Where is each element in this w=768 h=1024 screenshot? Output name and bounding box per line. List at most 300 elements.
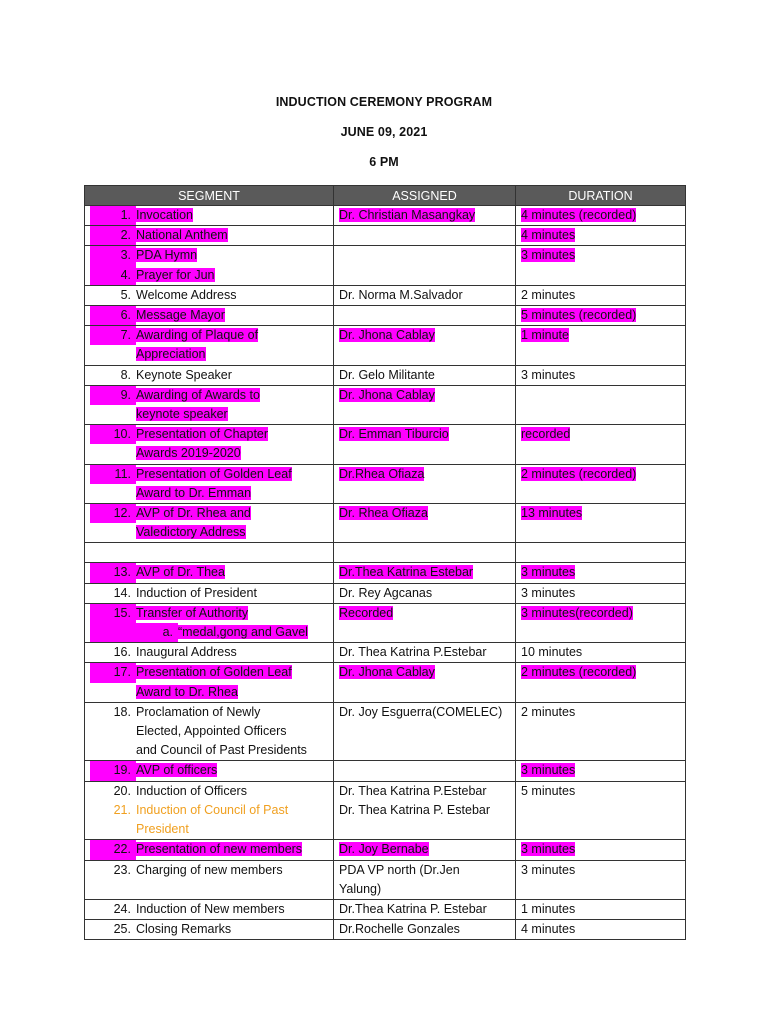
- assigned-line: [339, 326, 515, 345]
- segment-title-wrap: [136, 366, 333, 385]
- segment-title-wrap: [136, 206, 333, 225]
- assigned-name: Dr. Thea Katrina P.Estebar: [339, 783, 487, 798]
- segment-cell: [85, 425, 334, 464]
- assigned-cell: [334, 246, 516, 285]
- segment-title: President: [136, 822, 189, 837]
- assigned-line: [339, 286, 515, 305]
- assigned-name: Dr.Rhea Ofiaza: [339, 466, 425, 481]
- segment-title: Elected, Appointed Officers: [136, 724, 287, 739]
- assigned-cell: [334, 226, 516, 246]
- duration-value: 3 minutes: [521, 842, 576, 857]
- segment-title-wrap: [136, 643, 333, 662]
- duration-value: 2 minutes (recorded): [521, 466, 637, 481]
- segment-title: Awarding of Awards to: [136, 387, 260, 402]
- duration-line: [521, 226, 685, 245]
- assigned-line: [339, 861, 515, 880]
- segment-title: Charging of new members: [136, 862, 283, 877]
- segment-line: [90, 643, 333, 662]
- segment-line: [90, 425, 333, 444]
- assigned-name: Dr. Emman Tiburcio: [339, 427, 449, 442]
- duration-line: [521, 920, 685, 939]
- segment-line: [90, 782, 333, 801]
- duration-value: 2 minutes: [521, 287, 576, 302]
- item-number: [90, 722, 136, 741]
- segment-title: Awards 2019-2020: [136, 446, 241, 461]
- duration-cell: [516, 643, 686, 663]
- assigned-name: Dr. Joy Bernabe: [339, 842, 429, 857]
- table-row: [85, 365, 686, 385]
- duration-line: [521, 563, 685, 582]
- segment-title: Award to Dr. Rhea: [136, 684, 238, 699]
- item-number: 24.: [113, 901, 131, 916]
- segment-title-wrap: [136, 840, 333, 859]
- segment-title: Welcome Address: [136, 287, 237, 302]
- segment-line: [90, 465, 333, 484]
- duration-cell: [516, 603, 686, 642]
- segment-line: [90, 345, 333, 364]
- segment-cell: [85, 761, 334, 781]
- segment-title: Prayer for Jun: [136, 267, 215, 282]
- segment-line: [90, 405, 333, 424]
- assigned-line: [339, 563, 515, 582]
- segment-cell: [85, 840, 334, 860]
- table-row: [85, 306, 686, 326]
- table-row: [85, 285, 686, 305]
- item-number: 15.: [90, 604, 136, 623]
- duration-cell: [516, 385, 686, 424]
- segment-title: “medal,gong and Gavel: [178, 625, 308, 640]
- segment-line: [90, 820, 333, 839]
- duration-line: [521, 584, 685, 603]
- duration-line: [521, 782, 685, 801]
- segment-cell: [85, 899, 334, 919]
- duration-cell: [516, 781, 686, 840]
- assigned-cell: [334, 583, 516, 603]
- table-header-row: [85, 186, 686, 206]
- duration-cell: [516, 702, 686, 761]
- duration-line: [521, 366, 685, 385]
- duration-value: 3 minutes: [521, 862, 576, 877]
- assigned-name: Dr. Jhona Cablay: [339, 665, 435, 680]
- assigned-name: Recorded: [339, 605, 394, 620]
- duration-line: [521, 663, 685, 682]
- segment-line: [90, 286, 333, 305]
- item-number: 6.: [90, 306, 136, 325]
- segment-line: [90, 741, 333, 760]
- item-number: [90, 820, 136, 839]
- segment-title: Valedictory Address: [136, 525, 246, 540]
- segment-title: Proclamation of Newly: [136, 704, 261, 719]
- table-row: [85, 860, 686, 899]
- segment-line: [90, 761, 333, 780]
- duration-cell: [516, 464, 686, 503]
- assigned-line: [339, 782, 515, 801]
- segment-line: [90, 226, 333, 245]
- segment-cell: [85, 543, 334, 563]
- segment-cell: [85, 643, 334, 663]
- segment-title: and Council of Past Presidents: [136, 743, 307, 758]
- assigned-cell: [334, 326, 516, 365]
- duration-cell: [516, 583, 686, 603]
- table-row: [85, 702, 686, 761]
- duration-line: [521, 286, 685, 305]
- assigned-cell: [334, 781, 516, 840]
- duration-line: [521, 840, 685, 859]
- page-title: INDUCTION CEREMONY PROGRAM: [275, 95, 493, 109]
- item-number: [90, 405, 136, 424]
- column-header-assigned: ASSIGNED: [334, 186, 516, 206]
- segment-title-wrap: [136, 782, 333, 801]
- segment-line: [90, 840, 333, 859]
- segment-title-wrap: [136, 584, 333, 603]
- table-row: [85, 663, 686, 702]
- assigned-cell: [334, 899, 516, 919]
- duration-line: [521, 643, 685, 662]
- duration-value: 2 minutes: [521, 704, 576, 719]
- item-number: [90, 345, 136, 364]
- assigned-line: [339, 643, 515, 662]
- table-row: [85, 603, 686, 642]
- segment-line: [90, 246, 333, 265]
- assigned-name: Dr. Jhona Cablay: [339, 387, 435, 402]
- assigned-cell: [334, 543, 516, 563]
- item-number: 12.: [90, 504, 136, 523]
- assigned-name: Dr. Joy Esguerra(COMELEC): [339, 704, 503, 719]
- assigned-name: Dr. Thea Katrina P. Estebar: [339, 802, 491, 817]
- segment-title-wrap: [136, 306, 333, 325]
- assigned-cell: [334, 504, 516, 543]
- assigned-cell: [334, 306, 516, 326]
- segment-cell: [85, 781, 334, 840]
- assigned-name: Dr. Rey Agcanas: [339, 585, 433, 600]
- table-row: [85, 226, 686, 246]
- item-number: 23.: [113, 862, 131, 877]
- segment-line: [90, 444, 333, 463]
- item-number: 8.: [120, 367, 131, 382]
- duration-cell: [516, 543, 686, 563]
- assigned-line: [339, 900, 515, 919]
- assigned-line: [339, 703, 515, 722]
- assigned-name: PDA VP north (Dr.Jen: [339, 862, 460, 877]
- segment-title-wrap: [136, 504, 333, 523]
- segment-cell: [85, 226, 334, 246]
- duration-value: 10 minutes: [521, 645, 583, 660]
- assigned-line: [339, 801, 515, 820]
- assigned-cell: [334, 702, 516, 761]
- segment-title: Award to Dr. Emman: [136, 485, 252, 500]
- table-row: [85, 504, 686, 543]
- segment-title: AVP of Dr. Thea: [136, 565, 225, 580]
- segment-cell: [85, 504, 334, 543]
- segment-title-wrap: [136, 861, 333, 880]
- duration-cell: [516, 504, 686, 543]
- item-number: 18.: [113, 704, 131, 719]
- segment-line: [90, 484, 333, 503]
- segment-line: [90, 801, 333, 820]
- segment-title: Induction of New members: [136, 901, 285, 916]
- duration-value: 3 minutes: [521, 248, 576, 263]
- segment-cell: [85, 306, 334, 326]
- assigned-line: [339, 584, 515, 603]
- segment-title-wrap: [136, 286, 333, 305]
- table-row: [85, 643, 686, 663]
- item-number: 11.: [90, 465, 136, 484]
- segment-line: [90, 623, 333, 642]
- segment-title-wrap: [178, 623, 333, 642]
- segment-line: [90, 563, 333, 582]
- segment-line: [90, 584, 333, 603]
- segment-title: Closing Remarks: [136, 922, 232, 937]
- duration-cell: [516, 326, 686, 365]
- segment-cell: [85, 365, 334, 385]
- assigned-cell: [334, 840, 516, 860]
- table-row: [85, 781, 686, 840]
- segment-line: [90, 604, 333, 623]
- assigned-name: Yalung): [339, 881, 382, 896]
- assigned-cell: [334, 563, 516, 583]
- assigned-cell: [334, 425, 516, 464]
- assigned-cell: [334, 603, 516, 642]
- assigned-cell: [334, 464, 516, 503]
- segment-cell: [85, 206, 334, 226]
- segment-title: Invocation: [136, 208, 193, 222]
- segment-title: Presentation of Chapter: [136, 427, 269, 442]
- segment-title: PDA Hymn: [136, 248, 198, 263]
- segment-title-wrap: [136, 703, 333, 722]
- segment-title-wrap: [136, 900, 333, 919]
- duration-cell: [516, 761, 686, 781]
- table-row: [85, 425, 686, 464]
- item-number: [90, 523, 136, 542]
- segment-title: AVP of officers: [136, 763, 218, 778]
- segment-line: [90, 504, 333, 523]
- segment-cell: [85, 385, 334, 424]
- duration-value: recorded: [521, 427, 571, 442]
- segment-line: [90, 366, 333, 385]
- segment-cell: [85, 920, 334, 940]
- item-number: 7.: [90, 326, 136, 345]
- assigned-cell: [334, 860, 516, 899]
- duration-cell: [516, 425, 686, 464]
- segment-title: AVP of Dr. Rhea and: [136, 506, 251, 521]
- assigned-cell: [334, 920, 516, 940]
- item-number: [90, 484, 136, 503]
- assigned-line: [339, 465, 515, 484]
- item-number: 14.: [113, 585, 131, 600]
- column-header-duration: DURATION: [516, 186, 686, 206]
- segment-title-wrap: [136, 920, 333, 939]
- segment-title-wrap: [136, 563, 333, 582]
- item-number: 10.: [90, 425, 136, 444]
- segment-title: Appreciation: [136, 347, 206, 362]
- segment-title: Presentation of new members: [136, 842, 303, 857]
- segment-line: [90, 206, 333, 225]
- assigned-cell: [334, 385, 516, 424]
- segment-title-wrap: [136, 444, 333, 463]
- segment-title-wrap: [136, 345, 333, 364]
- item-number: 5.: [120, 287, 131, 302]
- duration-line: [521, 246, 685, 265]
- segment-line: [90, 326, 333, 345]
- segment-cell: [85, 603, 334, 642]
- duration-value: 3 minutes: [521, 763, 576, 778]
- segment-title: Transfer of Authority: [136, 605, 249, 620]
- segment-title-wrap: [136, 761, 333, 780]
- table-row: [85, 206, 686, 226]
- duration-line: [521, 425, 685, 444]
- assigned-line: [339, 425, 515, 444]
- table-row: [85, 326, 686, 365]
- segment-cell: [85, 663, 334, 702]
- duration-value: 13 minutes: [521, 506, 583, 521]
- assigned-name: Dr. Norma M.Salvador: [339, 287, 463, 302]
- assigned-cell: [334, 663, 516, 702]
- assigned-line: [339, 386, 515, 405]
- segment-title-wrap: [136, 722, 333, 741]
- assigned-name: Dr. Gelo Militante: [339, 367, 435, 382]
- segment-title-wrap: [136, 266, 333, 285]
- program-time: 6 PM: [369, 155, 399, 169]
- assigned-name: Dr. Rhea Ofiaza: [339, 506, 428, 521]
- segment-title-wrap: [136, 226, 333, 245]
- segment-cell: [85, 860, 334, 899]
- program-date: JUNE 09, 2021: [340, 125, 428, 139]
- table-row: [85, 543, 686, 563]
- segment-line: [90, 703, 333, 722]
- segment-title: Induction of Officers: [136, 783, 247, 798]
- item-number: 20.: [113, 783, 131, 798]
- item-number: 19.: [90, 761, 136, 780]
- duration-line: [521, 861, 685, 880]
- segment-title: Induction of President: [136, 585, 257, 600]
- segment-line: [90, 386, 333, 405]
- segment-cell: [85, 583, 334, 603]
- assigned-cell: [334, 643, 516, 663]
- segment-line: [90, 861, 333, 880]
- segment-line: [90, 920, 333, 939]
- duration-value: 2 minutes (recorded): [521, 665, 637, 680]
- segment-title-wrap: [136, 663, 333, 682]
- segment-line: [90, 306, 333, 325]
- segment-title-wrap: [136, 820, 333, 839]
- assigned-line: [339, 920, 515, 939]
- segment-title-wrap: [136, 386, 333, 405]
- segment-title-wrap: [136, 741, 333, 760]
- segment-title-wrap: [136, 465, 333, 484]
- duration-cell: [516, 285, 686, 305]
- item-number: 1.: [90, 206, 136, 225]
- assigned-line: [339, 880, 515, 899]
- segment-title: Message Mayor: [136, 308, 225, 323]
- segment-title: Induction of Council of Past: [136, 802, 289, 817]
- segment-line: [90, 900, 333, 919]
- segment-cell: [85, 326, 334, 365]
- segment-cell: [85, 702, 334, 761]
- assigned-line: [339, 840, 515, 859]
- item-number: 16.: [113, 645, 131, 660]
- segment-line: [90, 722, 333, 741]
- assigned-line: [339, 504, 515, 523]
- duration-cell: [516, 365, 686, 385]
- duration-value: 5 minutes: [521, 783, 576, 798]
- duration-cell: [516, 860, 686, 899]
- item-number: 3.: [90, 246, 136, 265]
- table-row: [85, 899, 686, 919]
- segment-title-wrap: [136, 484, 333, 503]
- segment-title-wrap: [136, 425, 333, 444]
- duration-line: [521, 326, 685, 345]
- segment-title: Presentation of Golden Leaf: [136, 665, 292, 680]
- segment-title-wrap: [136, 326, 333, 345]
- duration-line: [521, 206, 685, 225]
- table-row: [85, 385, 686, 424]
- item-number: 21.: [113, 802, 131, 817]
- duration-value: 1 minute: [521, 328, 569, 343]
- item-number: 4.: [90, 266, 136, 285]
- assigned-name: Dr. Thea Katrina P.Estebar: [339, 645, 487, 660]
- table-row: [85, 464, 686, 503]
- duration-cell: [516, 226, 686, 246]
- duration-line: [521, 703, 685, 722]
- table-row: [85, 246, 686, 285]
- item-number: 2.: [90, 226, 136, 245]
- item-number: 13.: [90, 563, 136, 582]
- item-number: 25.: [113, 922, 131, 937]
- duration-value: 4 minutes (recorded): [521, 208, 637, 222]
- segment-line: [90, 663, 333, 682]
- duration-value: 3 minutes(recorded): [521, 605, 633, 620]
- item-number: [90, 683, 136, 702]
- duration-cell: [516, 563, 686, 583]
- assigned-name: Dr. Christian Masangkay: [339, 208, 476, 222]
- program-table: [84, 185, 686, 940]
- assigned-line: [339, 206, 515, 225]
- segment-title: keynote speaker: [136, 407, 228, 422]
- assigned-cell: [334, 761, 516, 781]
- item-number: 17.: [90, 663, 136, 682]
- duration-value: 5 minutes (recorded): [521, 308, 637, 323]
- segment-title-wrap: [136, 405, 333, 424]
- segment-title: Inaugural Address: [136, 645, 237, 660]
- duration-cell: [516, 920, 686, 940]
- duration-cell: [516, 899, 686, 919]
- segment-cell: [85, 464, 334, 503]
- duration-value: 3 minutes: [521, 367, 576, 382]
- duration-value: 3 minutes: [521, 565, 576, 580]
- item-number: a.: [90, 623, 178, 642]
- duration-value: 1 minutes: [521, 901, 576, 916]
- segment-title: Awarding of Plaque of: [136, 328, 259, 343]
- duration-cell: [516, 663, 686, 702]
- segment-line: [90, 523, 333, 542]
- table-row: [85, 563, 686, 583]
- segment-title-wrap: [136, 801, 333, 820]
- assigned-name: Dr.Thea Katrina Estebar: [339, 565, 474, 580]
- duration-cell: [516, 306, 686, 326]
- segment-line: [90, 683, 333, 702]
- assigned-cell: [334, 206, 516, 226]
- segment-title: Presentation of Golden Leaf: [136, 466, 292, 481]
- duration-value: 4 minutes: [521, 922, 576, 937]
- assigned-name: Dr.Thea Katrina P. Estebar: [339, 901, 487, 916]
- table-row: [85, 840, 686, 860]
- assigned-line: [339, 663, 515, 682]
- assigned-cell: [334, 365, 516, 385]
- duration-value: 3 minutes: [521, 585, 576, 600]
- item-number: [90, 444, 136, 463]
- assigned-line: [339, 366, 515, 385]
- column-header-segment: SEGMENT: [85, 186, 334, 206]
